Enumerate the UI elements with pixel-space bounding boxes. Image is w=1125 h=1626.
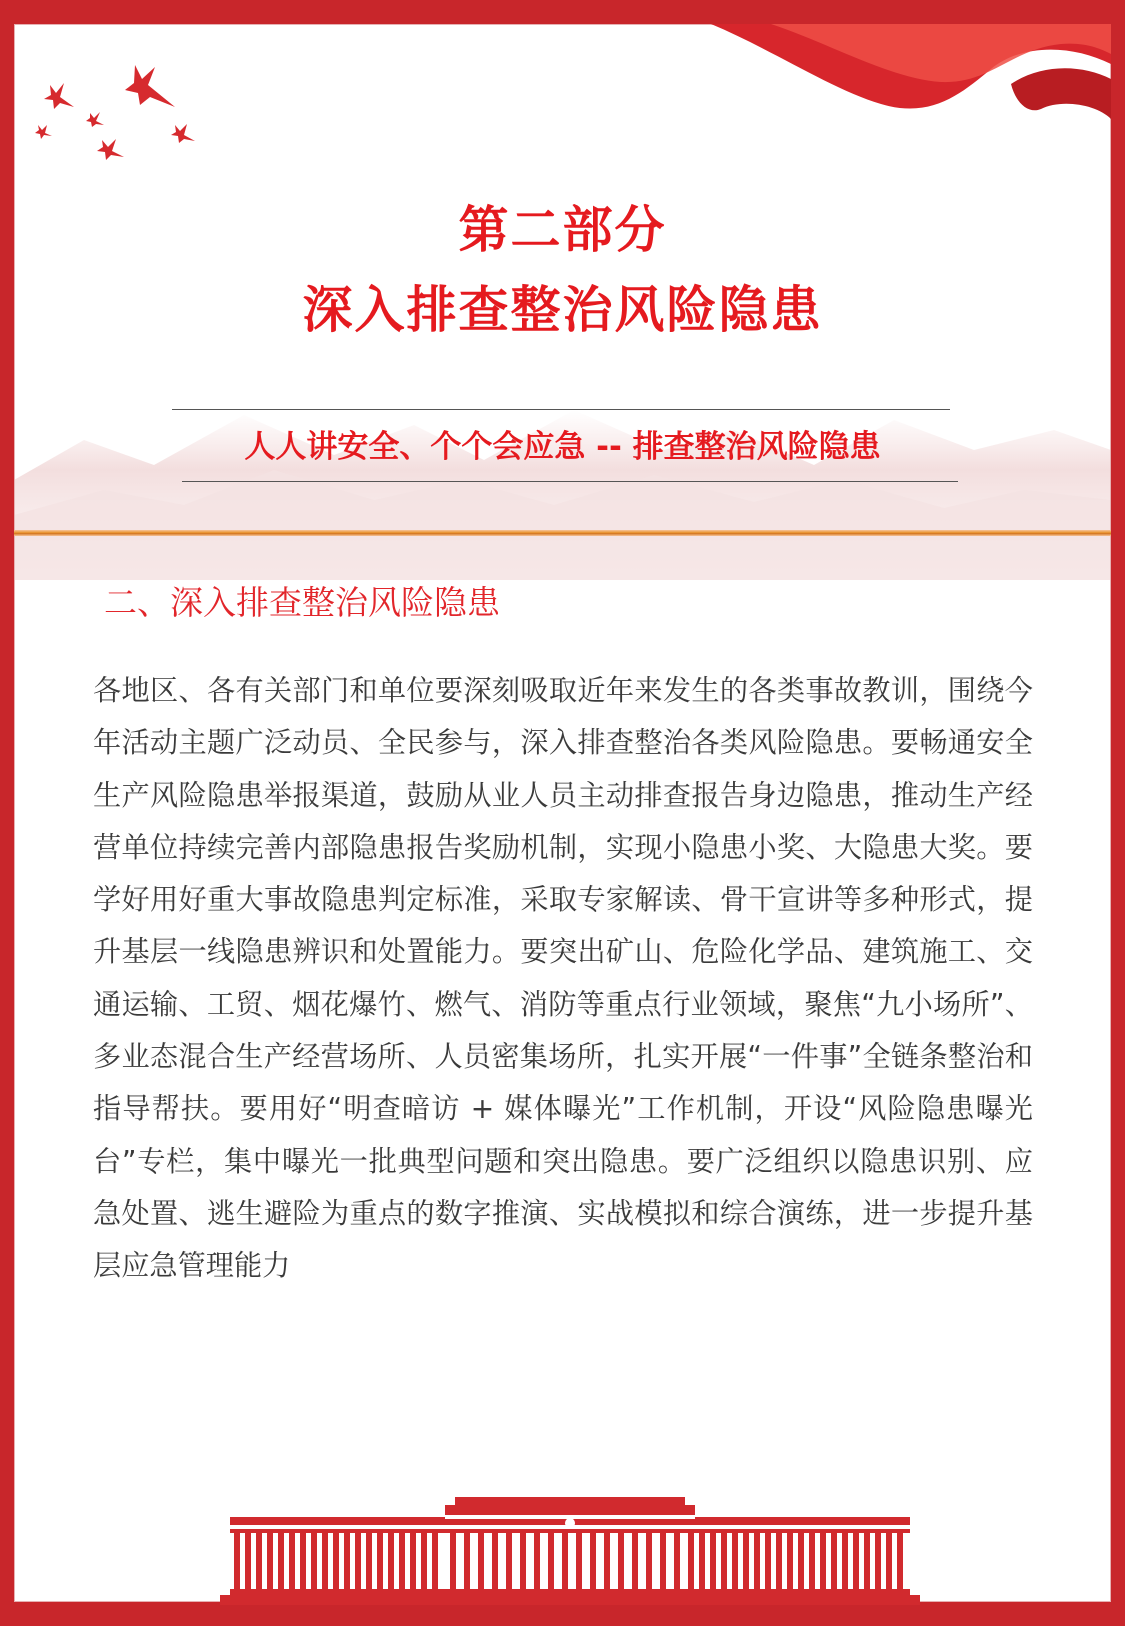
frame-top: [0, 0, 1125, 24]
red-building-silhouette-icon: [220, 1495, 920, 1605]
subtitle: 人人讲安全、个个会应急 -- 排查整治风险隐患: [244, 429, 881, 465]
gold-divider: [14, 530, 1111, 536]
flying-birds-icon: [30, 55, 210, 165]
red-ribbon-icon: [711, 24, 1111, 134]
page-title-part: 第二部分: [458, 201, 667, 259]
page-title-topic: 深入排查整治风险隐患: [302, 281, 823, 339]
section-heading: 二、深入排查整治风险隐患: [104, 583, 500, 622]
body-paragraph: 各地区、各有关部门和单位要深刻吸取近年来发生的各类事故教训，围绕今年活动主题广泛动员、全民参与，深入排查整治各类风险隐患。要畅通安全生产风险隐患举报渠道，鼓励从业人员主动排查报告身边隐患，推动生产经营单位持续完善内部隐患报告奖励机制，实现小隐患小奖、大隐患大奖。要学好用好重大事故隐患判定标准，采取专家解读、骨干宣讲等多种形式，提升基层一线隐患辨识和处置能力。要突出矿山、危险化学品、建筑施工、交通运输、工贸、烟花爆竹、燃气、消防等重点行业领域，聚焦“九小场所”、多业态混合生产经营场所、人员密集场所，扎实开展“一件事”全链条整治和指导帮扶。要用好“明查暗访 + 媒体曝光”工作机制，开设“风险隐患曝光台”专栏，集中曝光一批典型问题和突出隐患。要广泛组织以隐患识别、应急处置、逃生避险为重点的数字推演、实战模拟和综合演练，进一步提升基层应急管理能力: [93, 674, 1033, 1283]
frame-bottom: [0, 1602, 1125, 1626]
subtitle-rule-top: [172, 409, 950, 410]
subtitle-rule-bottom: [182, 481, 958, 482]
